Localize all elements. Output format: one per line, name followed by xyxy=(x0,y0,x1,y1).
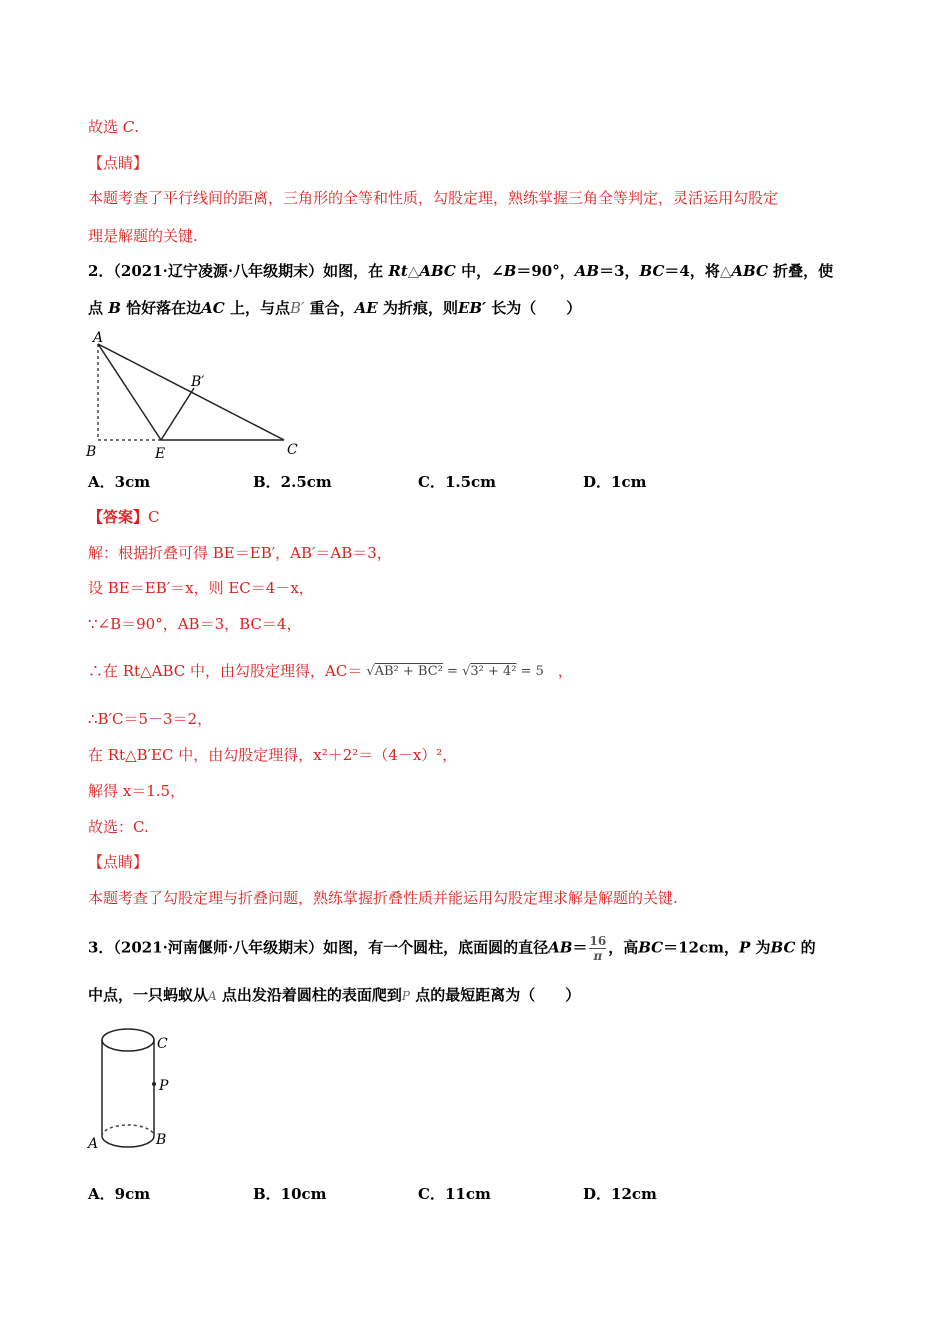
label-b: B xyxy=(156,1132,167,1148)
label-a: A xyxy=(88,1136,99,1152)
prev-tip-line1: 本题考查了平行线间的距离，三角形的全等和性质，勾股定理，熟练掌握三角全等判定，灵活运用勾股定 xyxy=(88,189,779,207)
q3-cylinder-figure xyxy=(86,1018,186,1158)
q3-choice-b[interactable]: B．10cm xyxy=(253,1185,327,1203)
q2-tip: 本题考查了勾股定理与折叠问题，熟练掌握折叠性质并能运用勾股定理求解是解题的关键. xyxy=(88,889,678,907)
label-b-prime: B′ xyxy=(191,374,205,390)
q2-solution-line1: 解：根据折叠可得 BE＝EB′，AB′＝AB＝3， xyxy=(88,544,392,562)
q2-triangle-figure xyxy=(84,328,309,463)
label-b: B xyxy=(86,444,97,460)
label-e: E xyxy=(155,446,166,462)
prev-tip-label: 【点睛】 xyxy=(88,154,149,172)
sqrt-expression: √AB² + BC² = √3² + 4² = 5 xyxy=(366,664,544,679)
q2-choice-a[interactable]: A．3cm xyxy=(88,473,151,491)
cylinder-top xyxy=(102,1029,154,1051)
q3-choice-a[interactable]: A．9cm xyxy=(88,1185,151,1203)
segment-eb-prime xyxy=(161,388,194,440)
segment-ae xyxy=(98,344,161,440)
cylinder-bottom-back xyxy=(102,1125,154,1136)
q2-solution-line5: ∴B′C＝5－3＝2， xyxy=(88,710,213,728)
q2-solution-line8: 故选：C. xyxy=(88,818,149,836)
q2-solution-line2: 设 BE＝EB′＝x，则 EC＝4－x， xyxy=(88,579,314,597)
q3-choice-c[interactable]: C．11cm xyxy=(418,1185,491,1203)
q2-solution-line4: ∴在 Rt△ABC 中，由勾股定理得，AC＝ √AB² + BC² = √3² + 4² = 5 ， xyxy=(88,662,573,680)
q2-choice-b[interactable]: B．2.5cm xyxy=(253,473,332,491)
q2-stem-line2: 点 B 恰好落在边AC 上，与点B′ 重合，AE 为折痕，则EB′ 长为（ ） xyxy=(88,299,582,317)
q3-stem-line1: 3．（2021·河南偃师·八年级期末）如图，有一个圆柱，底面圆的直径AB＝ $\frac{16}{\pi}$ ，高BC＝12cm，P 为BC 的 xyxy=(88,934,816,963)
q2-solution-line6: 在 Rt△B′EC 中，由勾股定理得，x²＋2²＝（4－x）²， xyxy=(88,746,458,764)
q3-choice-d[interactable]: D．12cm xyxy=(583,1185,657,1203)
prev-conclusion: 故选 C. xyxy=(88,118,140,136)
label-p: P xyxy=(159,1078,169,1094)
q2-solution-line7: 解得 x＝1.5， xyxy=(88,782,186,800)
q2-solution-line3: ∵∠B＝90°，AB＝3，BC＝4， xyxy=(88,615,302,633)
q2-stem-line1: 2．（2021·辽宁凌源·八年级期末）如图，在 Rt△ABC 中，∠B＝90°，AB＝3，BC＝4，将△ABC 折叠，使 xyxy=(88,262,834,280)
q2-answer: 【答案】C xyxy=(88,508,160,526)
prev-tip-line2: 理是解题的关键. xyxy=(88,227,198,245)
label-c: C xyxy=(157,1036,168,1052)
label-c: C xyxy=(287,442,298,458)
q2-choice-c[interactable]: C．1.5cm xyxy=(418,473,497,491)
q2-tip-label: 【点睛】 xyxy=(88,853,149,871)
fraction-16-pi: $\frac{16}{\pi}$ xyxy=(589,934,607,963)
q3-stem-line2: 中点，一只蚂蚁从A 点出发沿着圆柱的表面爬到P 点的最短距离为（ ） xyxy=(88,986,581,1004)
label-a: A xyxy=(93,330,104,346)
cylinder-bottom-front xyxy=(102,1136,154,1147)
q2-choice-d[interactable]: D．1cm xyxy=(583,473,647,491)
point-p xyxy=(152,1082,156,1086)
